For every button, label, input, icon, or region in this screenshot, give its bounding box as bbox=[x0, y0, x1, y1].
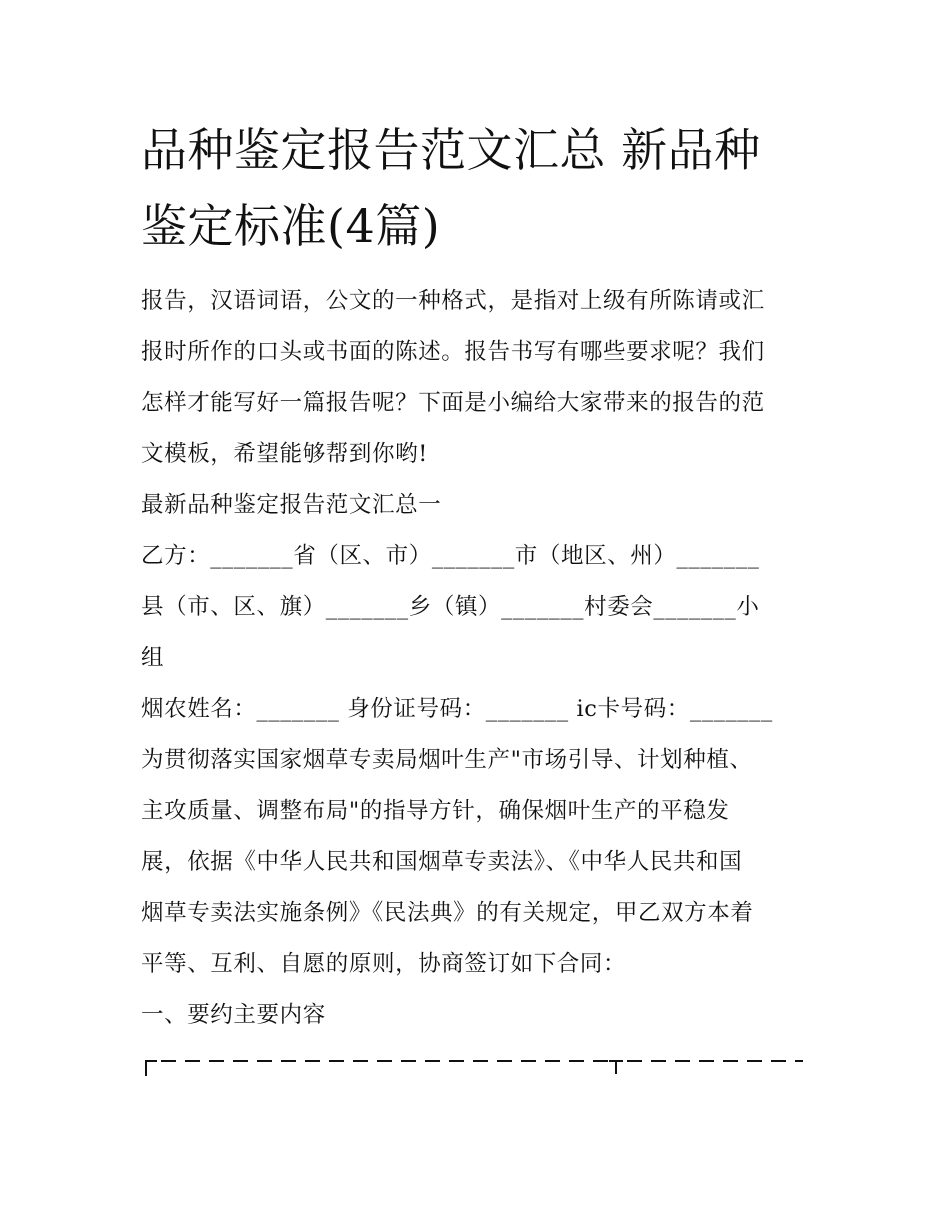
table-dash-segment-right bbox=[627, 1060, 803, 1062]
contract-line-1: 为贯彻落实国家烟草专卖局烟叶生产"市场引导、计划种植、 bbox=[141, 747, 753, 773]
intro-line-3: 怎样才能写好一篇报告呢？下面是小编给大家带来的报告的范 bbox=[141, 390, 765, 416]
document-body bbox=[141, 276, 821, 1041]
farmer-info-line: 烟农姓名：_______ 身份证号码：_______ ic卡号码：_______ bbox=[141, 696, 773, 722]
contract-line-5: 平等、互利、自愿的原则，协商签订如下合同： bbox=[141, 951, 627, 977]
party-b-line-2: 县（市、区、旗）_______乡（镇）_______村委会_______小 bbox=[141, 594, 760, 620]
intro-line-4: 文模板，希望能够帮到你哟! bbox=[141, 441, 428, 467]
contract-line-2: 主攻质量、调整布局"的指导方针，确保烟叶生产的平稳发 bbox=[141, 798, 730, 824]
party-b-line-1: 乙方：_______省（区、市）_______市（地区、州）_______ bbox=[141, 543, 760, 569]
contract-line-4: 烟草专卖法实施条例》《民法典》的有关规定，甲乙双方本着 bbox=[141, 900, 754, 926]
table-top-border bbox=[141, 1038, 811, 1078]
title-line-2: 鉴定标准(4篇) bbox=[141, 199, 441, 253]
table-dash-segment-left bbox=[161, 1060, 609, 1062]
intro-line-2: 报时所作的口头或书面的陈述。报告书写有哪些要求呢？我们 bbox=[141, 339, 765, 365]
document-title bbox=[141, 112, 821, 264]
party-b-line-3: 组 bbox=[141, 645, 165, 671]
intro-line-1: 报告，汉语词语，公文的一种格式，是指对上级有所陈请或汇 bbox=[141, 288, 765, 314]
table-corner-left bbox=[145, 1060, 157, 1076]
section-heading: 最新品种鉴定报告范文汇总一 bbox=[141, 492, 442, 518]
clause-heading-1: 一、要约主要内容 bbox=[141, 1002, 326, 1028]
table-tee-junction bbox=[615, 1060, 617, 1074]
title-line-1: 品种鉴定报告范文汇总 新品种 bbox=[141, 123, 761, 177]
contract-line-3: 展，依据《中华人民共和国烟草专卖法》、《中华人民共和国 bbox=[141, 849, 743, 875]
